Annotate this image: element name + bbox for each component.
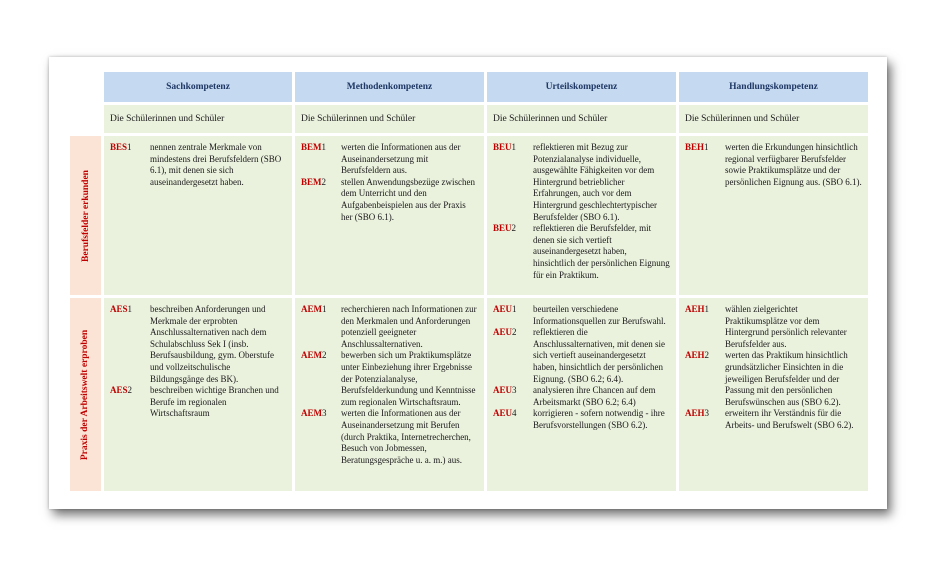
competence-code-prefix: AEH bbox=[685, 408, 705, 419]
table-cell-handlungs bbox=[679, 298, 868, 491]
table-cell-methoden bbox=[295, 298, 484, 491]
competence-code-prefix: BES bbox=[110, 142, 128, 152]
competence-text: beschreiben Anforderungen und Merkmale der erprobten Anschlussalternativen nach dem Schulabschluss Sek I (insb. Berufsausbildung, gym. Oberstufe und vollzeitschulische Bildungsgänge des BK). bbox=[150, 304, 274, 384]
competence-entry bbox=[493, 304, 670, 327]
subheader-handlungs: Die Schülerinnen und Schüler bbox=[679, 105, 868, 133]
competence-text: erweitern ihr Verständnis für die Arbeits- und Berufswelt (SBO 6.2). bbox=[725, 408, 854, 430]
competence-code-prefix: AEM bbox=[301, 304, 322, 314]
competence-code-number: 2 bbox=[322, 350, 327, 361]
competence-code bbox=[493, 408, 533, 431]
competence-code-number: 1 bbox=[704, 142, 709, 152]
competence-code-prefix: BEU bbox=[493, 223, 512, 234]
competence-code-number: 2 bbox=[512, 327, 517, 338]
competence-entry bbox=[685, 350, 862, 408]
competence-code bbox=[493, 327, 533, 385]
row-label-text: Berufsfelder erkunden bbox=[80, 169, 91, 262]
competence-entry bbox=[110, 304, 286, 385]
competence-code bbox=[493, 304, 533, 327]
competence-code-number: 2 bbox=[321, 176, 327, 187]
competence-text: beschreiben wichtige Branchen und Berufe im regionalen Wirtschaftsraum bbox=[150, 385, 279, 419]
competence-text: werten die Informationen aus der Auseinandersetzung mit Berufen (durch Praktika, Internetrecherchen, Besuch von Jobmessen, Beratungsgespräche u. a. m.) aus. bbox=[341, 408, 471, 465]
competence-text: nennen zentrale Merkmale von mindestens drei Berufsfeldern (SBO 6.1), mit denen sie sich auseinandergesetzt haben. bbox=[150, 142, 282, 187]
competence-code-number: 1 bbox=[322, 304, 327, 314]
competence-code bbox=[301, 177, 341, 223]
competence-text: reflektieren mit Bezug zur Potenzialanalyse individuelle, ausgewählte Fähigkeiten vor dem Hintergrund betrieblicher Erfahrungen, auch vor dem Hintergrund geschlechtertypischer Berufsfelder (SBO 6.1). bbox=[533, 142, 658, 222]
competence-code-number: 2 bbox=[127, 385, 133, 396]
competence-code bbox=[685, 350, 725, 408]
table-cell-sach bbox=[104, 136, 292, 295]
competence-code-prefix: AEM bbox=[301, 350, 322, 361]
competence-table bbox=[70, 72, 868, 491]
competence-entry bbox=[493, 385, 670, 408]
competence-entry bbox=[301, 408, 478, 466]
competence-code-number: 3 bbox=[322, 408, 327, 419]
competence-code-number: 3 bbox=[512, 385, 517, 396]
competence-code-prefix: AEU bbox=[493, 408, 513, 419]
competence-code-prefix: AEH bbox=[685, 304, 705, 314]
table-cell-methoden bbox=[295, 136, 484, 295]
table-cell-handlungs bbox=[679, 136, 868, 295]
competence-entry bbox=[493, 223, 670, 281]
row-label-2 bbox=[70, 298, 101, 491]
competence-code bbox=[685, 304, 725, 350]
competence-code bbox=[301, 408, 341, 466]
competence-code-number: 1 bbox=[127, 142, 132, 152]
competence-code-number: 1 bbox=[127, 304, 133, 314]
competence-code-number: 1 bbox=[704, 304, 710, 314]
competence-code-prefix: BEH bbox=[685, 142, 705, 152]
column-header-sach: Sachkompetenz bbox=[104, 72, 292, 102]
competence-text: werten die Erkundungen hinsichtlich regional verfügbarer Berufsfelder sowie Praktikumsplätze und der persönlichen Eignung aus. (SBO 6.1). bbox=[725, 142, 862, 187]
column-header-urteils: Urteilskompetenz bbox=[487, 72, 676, 102]
competence-code bbox=[685, 408, 725, 431]
competence-code-number: 4 bbox=[512, 408, 517, 419]
subheader-urteils: Die Schülerinnen und Schüler bbox=[487, 105, 676, 133]
column-header-methoden: Methodenkompetenz bbox=[295, 72, 484, 102]
competence-entry bbox=[493, 327, 670, 385]
document-page bbox=[49, 57, 887, 509]
competence-code-prefix: BEM bbox=[301, 176, 322, 187]
competence-text: beurteilen verschiedene Informationsquellen zur Berufswahl. bbox=[533, 304, 666, 326]
competence-code-prefix: AES bbox=[110, 385, 128, 396]
competence-entry bbox=[685, 142, 862, 188]
competence-text: korrigieren - sofern notwendig - ihre Berufsvorstellungen (SBO 6.2). bbox=[533, 408, 665, 430]
competence-code bbox=[301, 142, 341, 177]
competence-code-number: 1 bbox=[321, 142, 327, 152]
competence-code bbox=[110, 304, 150, 385]
table-cell-urteils bbox=[487, 298, 676, 491]
competence-code bbox=[685, 142, 725, 188]
competence-entry bbox=[301, 304, 478, 350]
competence-entry bbox=[301, 177, 478, 223]
table-corner bbox=[70, 72, 101, 102]
competence-code-number: 3 bbox=[704, 408, 710, 419]
competence-code bbox=[493, 385, 533, 408]
competence-text: stellen Anwendungsbezüge zwischen dem Unterricht und den Aufgabenbeispielen aus der Praxis her (SBO 6.1). bbox=[341, 176, 475, 222]
competence-text: werten die Informationen aus der Auseinandersetzung mit Berufsfeldern aus. bbox=[341, 142, 461, 176]
competence-text: recherchieren nach Informationen zur den Merkmalen und Anforderungen potenziell geeigneter Anschlussalternativen. bbox=[341, 304, 477, 349]
competence-code-prefix: AEU bbox=[493, 327, 513, 338]
competence-entry bbox=[493, 142, 670, 223]
competence-code bbox=[493, 142, 533, 223]
competence-code-prefix: AEU bbox=[493, 385, 513, 396]
competence-entry bbox=[301, 142, 478, 177]
competence-entry bbox=[301, 350, 478, 408]
competence-entry bbox=[685, 408, 862, 431]
row-label-text: Praxis der Arbeitswelt erproben bbox=[80, 329, 91, 460]
competence-text: bewerben sich um Praktikumsplätze unter Einbeziehung ihrer Ergebnisse der Potenzialanalyse, Berufsfelderkundung und Kenntnisse zum regionalen Wirtschaftsraum. bbox=[341, 350, 476, 407]
competence-text: reflektieren die Anschlussalternativen, mit denen sie sich vertieft auseinandergesetzt haben, hinsichtlich der persönlichen Eignung. (SBO 6.2; 6.4). bbox=[533, 327, 665, 384]
column-header-handlungs: Handlungskompetenz bbox=[679, 72, 868, 102]
competence-code-prefix: AEM bbox=[301, 408, 322, 419]
row-label-1 bbox=[70, 136, 101, 295]
competence-code-number: 2 bbox=[511, 223, 517, 234]
competence-entry bbox=[685, 304, 862, 350]
subheader-corner bbox=[70, 105, 101, 133]
competence-code bbox=[301, 350, 341, 408]
competence-entry bbox=[110, 142, 286, 188]
subheader-sach: Die Schülerinnen und Schüler bbox=[104, 105, 292, 133]
competence-text: werten das Praktikum hinsichtlich grundsätzlicher Einsichten in die jeweiligen Berufsfelder und der Passung mit den persönlichen Berufswünschen aus (SBO 6.2). bbox=[725, 350, 848, 407]
competence-entry bbox=[110, 385, 286, 420]
subheader-methoden: Die Schülerinnen und Schüler bbox=[295, 105, 484, 133]
competence-code bbox=[493, 223, 533, 281]
competence-text: analysieren ihre Chancen auf dem Arbeitsmarkt (SBO 6.2; 6.4) bbox=[533, 385, 656, 407]
competence-text: wählen zielgerichtet Praktikumsplätze vor dem Hintergrund persönlich relevanter Berufsfelder aus. bbox=[725, 304, 847, 349]
competence-code-prefix: AEU bbox=[493, 304, 513, 314]
competence-code bbox=[110, 142, 150, 188]
table-cell-urteils bbox=[487, 136, 676, 295]
competence-code-prefix: BEM bbox=[301, 142, 322, 152]
competence-entry bbox=[493, 408, 670, 431]
competence-code bbox=[301, 304, 341, 350]
table-cell-sach bbox=[104, 298, 292, 491]
competence-code-prefix: BEU bbox=[493, 142, 512, 152]
competence-text: reflektieren die Berufsfelder, mit denen sie sich vertieft auseinandergesetzt haben, hinsichtlich der persönlichen Eignung für ein Praktikum. bbox=[533, 223, 670, 280]
competence-code-number: 2 bbox=[704, 350, 710, 361]
competence-code-number: 1 bbox=[512, 304, 517, 314]
competence-code-number: 1 bbox=[511, 142, 517, 152]
competence-code-prefix: AES bbox=[110, 304, 128, 314]
competence-code bbox=[110, 385, 150, 420]
competence-code-prefix: AEH bbox=[685, 350, 705, 361]
